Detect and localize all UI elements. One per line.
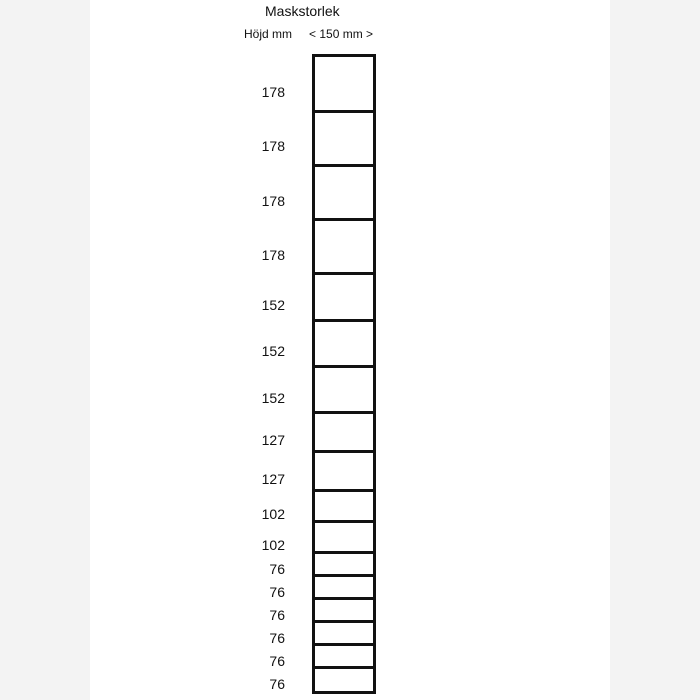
mesh-divider [312, 110, 376, 113]
mesh-divider [312, 597, 376, 600]
mesh-divider [312, 411, 376, 414]
mesh-height-label: 178 [261, 138, 285, 155]
mesh-height-label: 127 [261, 432, 285, 448]
mesh-height-label: 76 [269, 653, 285, 670]
mesh-height-label: 152 [261, 296, 285, 313]
mesh-height-label: 178 [261, 192, 285, 209]
mesh-column [312, 54, 376, 694]
mesh-divider [312, 489, 376, 492]
mesh-height-label: 76 [269, 560, 285, 577]
diagram-title: Maskstorlek [265, 3, 340, 19]
mesh-divider [312, 272, 376, 275]
mesh-height-label: 127 [261, 470, 285, 487]
mesh-height-label: 76 [269, 630, 285, 647]
mesh-height-label: 102 [261, 505, 285, 522]
mesh-divider [312, 450, 376, 453]
mesh-divider [312, 218, 376, 221]
height-unit-label: Höjd mm [244, 27, 293, 41]
mesh-divider [312, 643, 376, 646]
mesh-height-label: 102 [261, 536, 285, 553]
mesh-divider [312, 319, 376, 322]
width-label: < 150 mm > [309, 27, 374, 41]
mesh-divider [312, 164, 376, 167]
mesh-height-label: 76 [269, 606, 285, 623]
mesh-height-label: 76 [269, 583, 285, 600]
mesh-divider [312, 365, 376, 368]
mesh-divider [312, 520, 376, 523]
mesh-divider [312, 551, 376, 554]
mesh-height-label: 178 [261, 84, 285, 101]
mesh-height-label: 152 [261, 389, 285, 406]
mesh-height-label: 178 [261, 246, 285, 263]
mesh-height-label: 152 [261, 343, 285, 360]
mesh-divider [312, 620, 376, 623]
mesh-divider [312, 574, 376, 577]
mesh-divider [312, 666, 376, 669]
mesh-height-label: 76 [269, 676, 285, 693]
